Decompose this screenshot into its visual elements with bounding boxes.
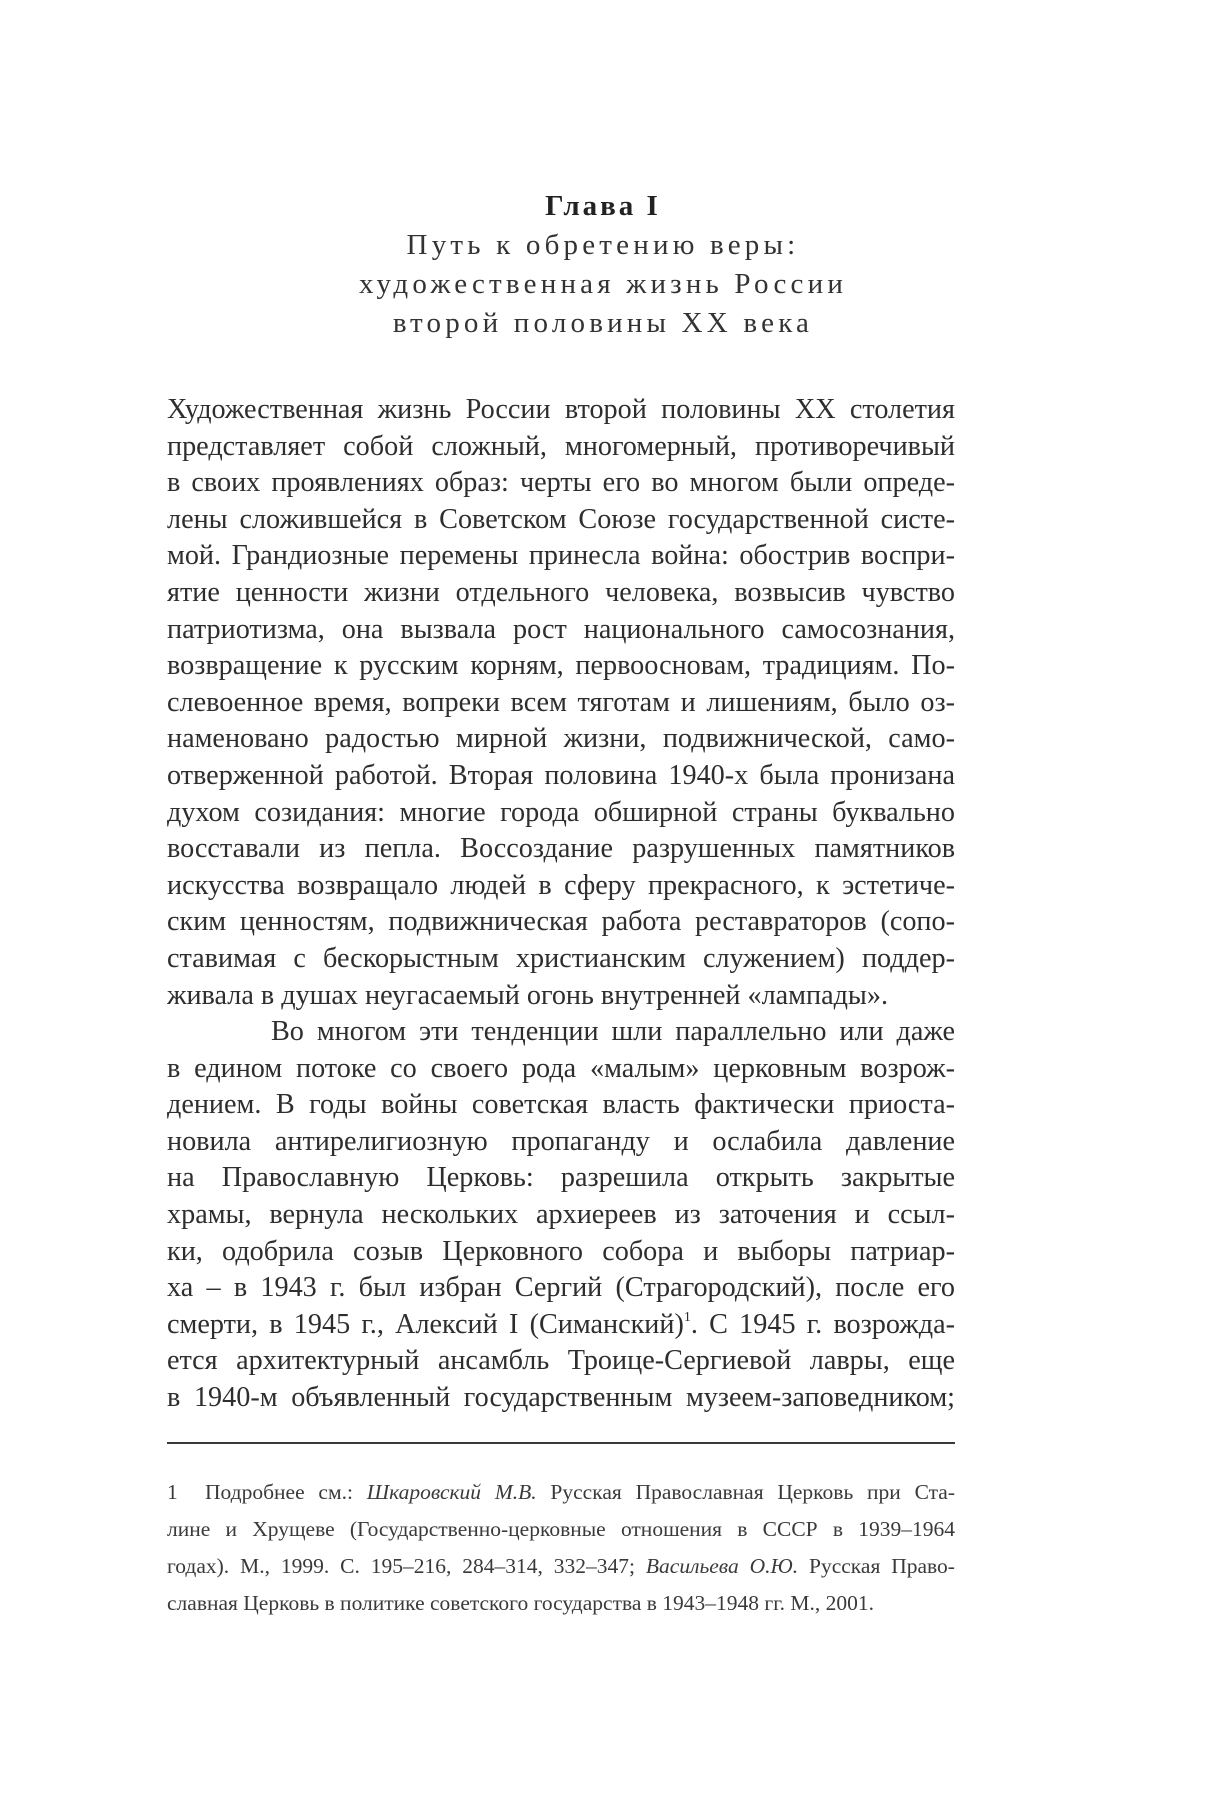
footnotes [167,1474,955,1622]
body-line: дением. В годы войны советская власть фактически приоста- [167,1089,955,1121]
body-line-with-footnote-ref [167,1307,955,1344]
body-line: в своих проявлениях образ: черты его во многом были опреде- [167,467,955,499]
footnote-ref[interactable]: 1 [683,1309,691,1325]
body-line: представляет собой сложный, многомерный, противоречивый [167,430,955,462]
footnote-text: Подробнее см.: [205,1480,367,1504]
body-line: ется архитектурный ансамбль Троице-Сергиевой лавры, еще [167,1345,955,1377]
body-line: восставали из пепла. Воссоздание разрушенных памятников [167,833,955,865]
footnote-line: лине и Хрущеве (Государственно-церковные отношения в СССР в 1939–1964 [167,1517,955,1541]
body-line: лены сложившейся в Советском Союзе государственной систе- [167,503,955,535]
body-line: возвращение к русским корням, первоосновам, традициям. По- [167,650,955,682]
body-line: патриотизма, она вызвала рост национального самосознания, [167,613,955,645]
chapter-title-line-1: Путь к обретению веры: [406,229,800,261]
body-line-text: смерти, в 1945 г., Алексий I (Симанский) [167,1308,684,1340]
body-line: живала в душах неугасаемый огонь внутренней «лампады». [167,979,888,1011]
body-line: Художественная жизнь России второй половины XX столетия [167,394,955,425]
body-line: ставимая с бескорыстным христианским служением) поддер- [167,942,955,974]
body-line: духом созидания: многие города обширной страны буквально [167,796,955,828]
footnote-number: 1 [167,1480,178,1504]
footnote-line [167,1474,955,1511]
body-line: на Православную Церковь: разрешила открыть закрытые [167,1162,955,1194]
footnote-text: Русская Право- [798,1554,955,1578]
footnote-text: Русская Православная Церковь при Ста- [536,1480,955,1504]
footnote-author: Шкаровский М.В. [366,1480,537,1504]
chapter-title-line-3: второй половины XX века [392,307,814,339]
body-line: в 1940-м объявленный государственным музеем-заповедником; [167,1382,955,1414]
body-line: ки, одобрила созыв Церковного собора и выборы патриар- [167,1235,955,1267]
footnote-divider [167,1442,955,1444]
body-line-tail: . С 1945 г. возрожда- [690,1308,955,1340]
body-line-paragraph-start: Во многом эти тенденции шли параллельно или даже [271,1016,955,1048]
footnote-line [167,1548,955,1585]
body-line: новила антирелигиозную пропаганду и ослабила давление [167,1125,955,1157]
body-line: ским ценностям, подвижническая работа реставраторов (сопо- [167,906,955,938]
body-line: искусства возвращало людей в сферу прекрасного, к эстетиче- [167,869,955,901]
footnote-text: годах). М., 1999. С. 195–216, 284–314, 332–347; [167,1554,646,1578]
chapter-title-line-2: художественная жизнь России [358,268,848,300]
body-line: ха – в 1943 г. был избран Сергий (Страгородский), после его [167,1272,955,1304]
footnote-author: Васильева О.Ю. [645,1554,799,1578]
body-line: мой. Грандиозные перемены принесла война: обострив воспри- [167,540,955,572]
footnote-line: славная Церковь в политике советского государства в 1943–1948 гг. М., 2001. [167,1591,874,1615]
body-line: в едином потоке со своего рода «малым» церковным возрож- [167,1052,955,1084]
body-line: слевоенное время, вопреки всем тяготам и лишениям, было оз- [167,686,955,718]
body-line: наменовано радостью мирной жизни, подвижнической, само- [167,723,955,755]
body-line: отверженной работой. Вторая половина 1940-х была пронизана [167,759,955,791]
chapter-label: Глава I [545,190,661,222]
body-text [167,392,955,1417]
body-line: ятие ценности жизни отдельного человека, возвысив чувство [167,576,955,608]
body-line: храмы, вернула нескольких архиереев из заточения и ссыл- [167,1199,955,1231]
